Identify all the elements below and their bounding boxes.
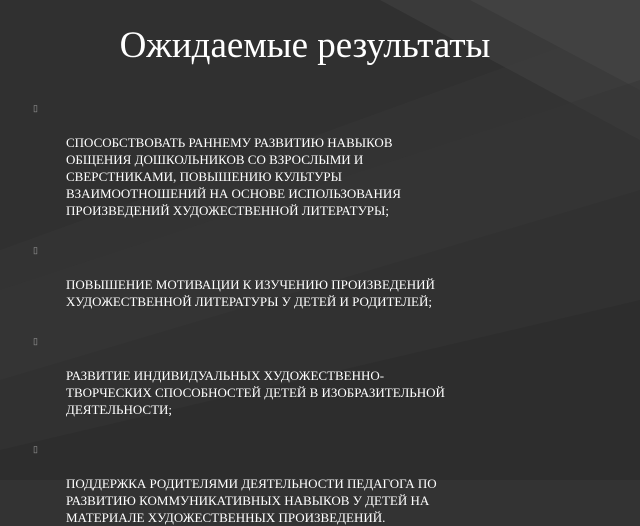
list-item <box>33 100 553 219</box>
bullet-square-icon: ▯ <box>33 245 38 255</box>
bullet-text: РАЗВИТИЕ ИНДИВИДУАЛЬНЫХ ХУДОЖЕСТВЕННО- ТВОРЧЕСКИХ СПОСОБНОСТЕЙ ДЕТЕЙ В ИЗОБРАЗИТЕЛЬНОЙ ДЕЯТЕЛЬНОСТИ; <box>66 368 445 417</box>
bullet-square-icon: ▯ <box>33 444 38 454</box>
list-item <box>33 242 553 310</box>
bullet-list <box>33 100 553 526</box>
bullet-square-icon: ▯ <box>33 103 38 113</box>
bullet-text: СПОСОБСТВОВАТЬ РАННЕМУ РАЗВИТИЮ НАВЫКОВ ОБЩЕНИЯ ДОШКОЛЬНИКОВ СО ВЗРОСЛЫМИ И СВЕРСТНИКАМИ, ПОВЫШЕНИЮ КУЛЬТУРЫ ВЗАИМООТНОШЕНИЙ НА ОСНОВЕ ИСПОЛЬЗОВАНИЯ ПРОИЗВЕДЕНИЙ ХУДОЖЕСТВЕННОЙ ЛИТЕРАТУРЫ; <box>66 135 401 218</box>
list-item <box>33 333 553 418</box>
list-item <box>33 441 553 526</box>
bullet-text: ПОВЫШЕНИЕ МОТИВАЦИИ К ИЗУЧЕНИЮ ПРОИЗВЕДЕНИЙ ХУДОЖЕСТВЕННОЙ ЛИТЕРАТУРЫ У ДЕТЕЙ И РОДИТЕЛЕЙ; <box>66 277 435 309</box>
bullet-text: ПОДДЕРЖКА РОДИТЕЛЯМИ ДЕЯТЕЛЬНОСТИ ПЕДАГОГА ПО РАЗВИТИЮ КОММУНИКАТИВНЫХ НАВЫКОВ У ДЕТЕЙ НА МАТЕРИАЛЕ ХУДОЖЕСТВЕННЫХ ПРОИЗВЕДЕНИЙ. <box>66 476 437 525</box>
bullet-square-icon: ▯ <box>33 336 38 346</box>
slide-title: Ожидаемые результаты <box>119 25 491 66</box>
